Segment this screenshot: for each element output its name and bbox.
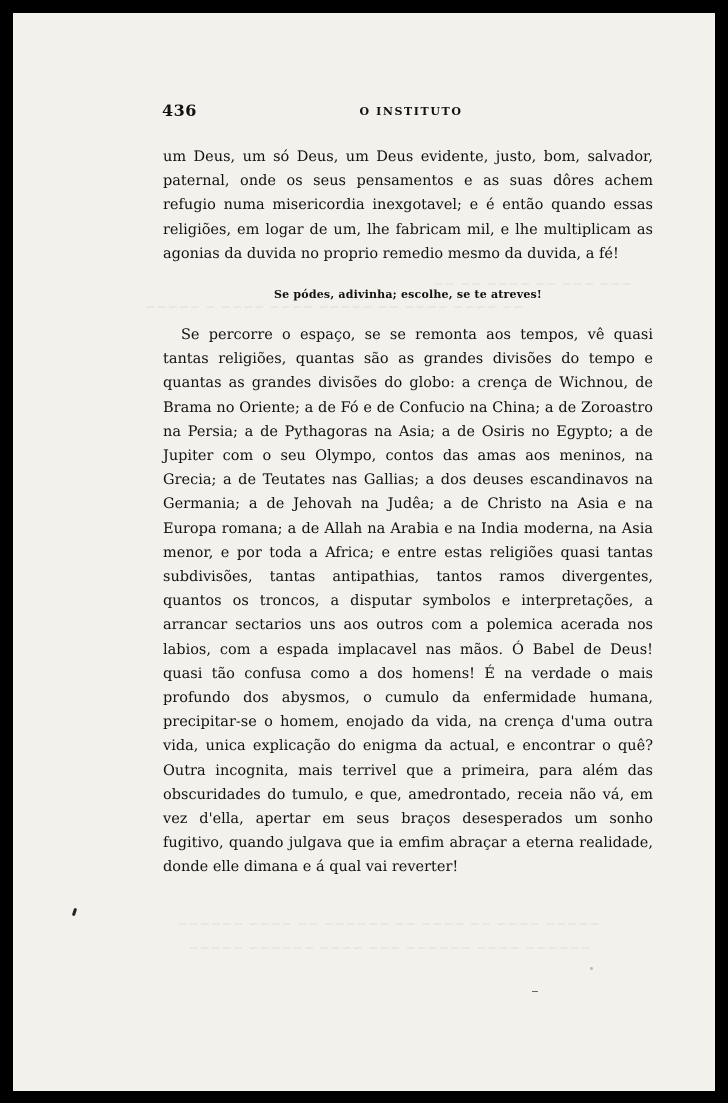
faint-speck-right	[590, 967, 593, 970]
ink-speck-left	[72, 908, 77, 917]
show-through-text: ~~ ~~~~ ~~~~ ~~ ~~~~~ ~~~~ ~~~~ ~ ~~~~~	[145, 300, 524, 315]
page-number: 436	[162, 101, 197, 120]
running-title: O INSTITUTO	[359, 105, 463, 118]
show-through-text: ~~~~~ ~~~~ ~~ ~~~~ ~~ ~~~~~~ ~~ ~~~~ ~~~~~~	[177, 917, 600, 932]
book-page	[13, 13, 715, 1091]
ink-speck-right	[532, 991, 538, 992]
page-body	[163, 145, 653, 880]
show-through-text: ~~~~~~ ~~~~ ~~~~~~ ~~~ ~~~~ ~~~~~~ ~~~~~	[188, 941, 592, 956]
show-through-text: ~~~ ~~~ ~~ ~~~~ ~~ ~~	[433, 277, 633, 292]
italic-quote-line: Se pódes, adivinha; escolhe, se te atreves!	[274, 288, 542, 302]
main-paragraph: Se percorre o espaço, se se remonta aos tempos, vê quasi tantas religiões, quantas são as grandes divisões do tempo e quantas as grandes divisões do globo: a crença de Wichnou, de Brama no Oriente; a de Fó e de Confucio na China; a de Zoroastro na Persia; a de Pythagoras na Asia; a de Osiris no Egypto; a de Jupiter com o seu Olympo, contos das amas aos meninos, na Grecia; a de Teutates nas Gallias; a dos deuses escandinavos na Germania; a de Jehovah na Judêa; a de Christo na Asia e na Europa romana; a de Allah na Arabia e na India moderna, na Asia menor, e por toda a Africa; e entre estas religiões quasi tantas subdivisões, tantas antipathias, tantos ramos divergentes, quantos os troncos, a disputar symbolos e interpretações, a arrancar sectarios uns aos outros com a polemica acerada nos labios, com a espada implacavel nas mãos. Ó Babel de Deus! quasi tão confusa como a dos homens! É na verdade o mais profundo dos abysmos, o cumulo da enfermidade humana, precipitar-se o homem, enojado da vida, na crença d'uma outra vida, unica explicação do enigma da actual, e encontrar o quê? Outra incognita, mais terrivel que a primeira, para além das obscuridades do tumulo, e que, amedrontado, receia não vá, em vez d'ella, apertar em seus braços desesperados um sonho fugitivo, quando julgava que ia emfim abraçar a eterna realidade, donde elle dimana e á qual vai reverter!	[163, 327, 653, 876]
opening-paragraph: um Deus, um só Deus, um Deus evidente, justo, bom, salvador, paternal, onde os seus pensamentos e as suas dôres achem refugio numa misericordia inexgotavel; e é então quando essas religiões, em logar de um, lhe fabricam mil, e lhe multiplicam as agonias da duvida no proprio remedio mesmo da duvida, a fé!	[163, 149, 653, 262]
page-header	[162, 101, 660, 125]
